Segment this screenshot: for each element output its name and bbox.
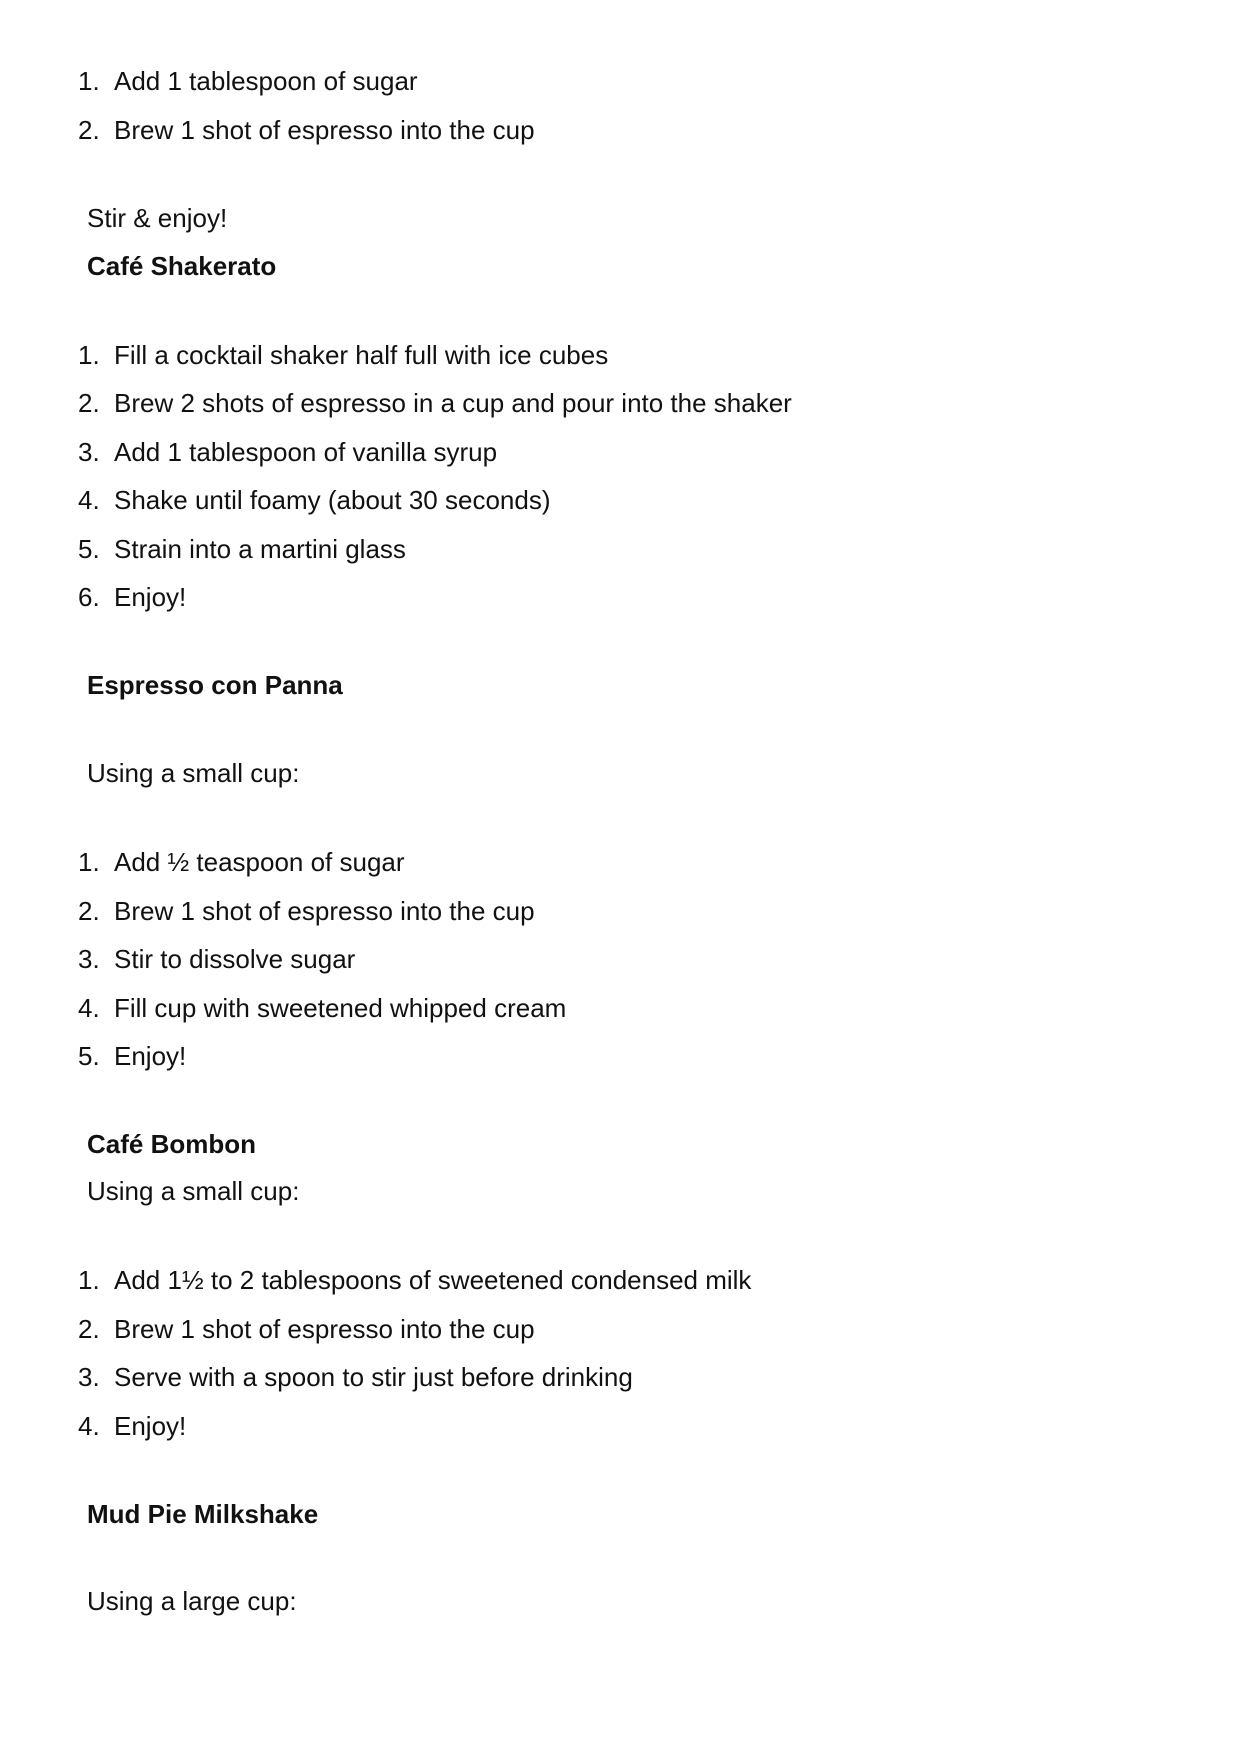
step-text: Serve with a spoon to stir just before drinking (114, 1362, 633, 1392)
closing-text: Stir & enjoy! (87, 203, 228, 233)
list-number: 4. (78, 1411, 100, 1441)
list-number: 1. (78, 66, 100, 96)
list-number: 1. (78, 847, 100, 877)
step-text: Add 1 tablespoon of vanilla syrup (114, 437, 498, 467)
recipe-intro: Using a small cup: (87, 1176, 300, 1206)
list-number: 5. (78, 1041, 100, 1071)
list-number: 4. (78, 993, 100, 1023)
step-text: Brew 1 shot of espresso into the cup (114, 115, 535, 145)
step-text: Brew 1 shot of espresso into the cup (114, 896, 535, 926)
step-text: Add ½ teaspoon of sugar (114, 847, 405, 877)
list-number: 2. (78, 388, 100, 418)
list-number: 3. (78, 1362, 100, 1392)
step-text: Enjoy! (114, 1041, 187, 1071)
step-text: Fill a cocktail shaker half full with ice cubes (114, 340, 609, 370)
recipe-intro: Using a small cup: (87, 758, 300, 788)
list-number: 6. (78, 582, 100, 612)
list-number: 1. (78, 340, 100, 370)
recipe-title: Café Bombon (87, 1129, 256, 1159)
step-text: Stir to dissolve sugar (114, 944, 356, 974)
list-number: 2. (78, 896, 100, 926)
recipe-title: Mud Pie Milkshake (87, 1499, 319, 1529)
list-number: 2. (78, 115, 100, 145)
step-text: Enjoy! (114, 1411, 187, 1441)
recipe-title: Café Shakerato (87, 251, 277, 281)
list-number: 4. (78, 485, 100, 515)
list-number: 1. (78, 1265, 100, 1295)
step-text: Shake until foamy (about 30 seconds) (114, 485, 551, 515)
step-text: Brew 1 shot of espresso into the cup (114, 1314, 535, 1344)
step-text: Enjoy! (114, 582, 187, 612)
list-number: 3. (78, 437, 100, 467)
list-number: 2. (78, 1314, 100, 1344)
step-text: Add 1 tablespoon of sugar (114, 66, 418, 96)
step-text: Brew 2 shots of espresso in a cup and pour into the shaker (114, 388, 792, 418)
step-text: Add 1½ to 2 tablespoons of sweetened condensed milk (114, 1265, 752, 1295)
step-text: Strain into a martini glass (114, 534, 406, 564)
recipe-intro: Using a large cup: (87, 1586, 297, 1616)
list-number: 3. (78, 944, 100, 974)
list-number: 5. (78, 534, 100, 564)
step-text: Fill cup with sweetened whipped cream (114, 993, 567, 1023)
recipe-title: Espresso con Panna (87, 670, 343, 700)
